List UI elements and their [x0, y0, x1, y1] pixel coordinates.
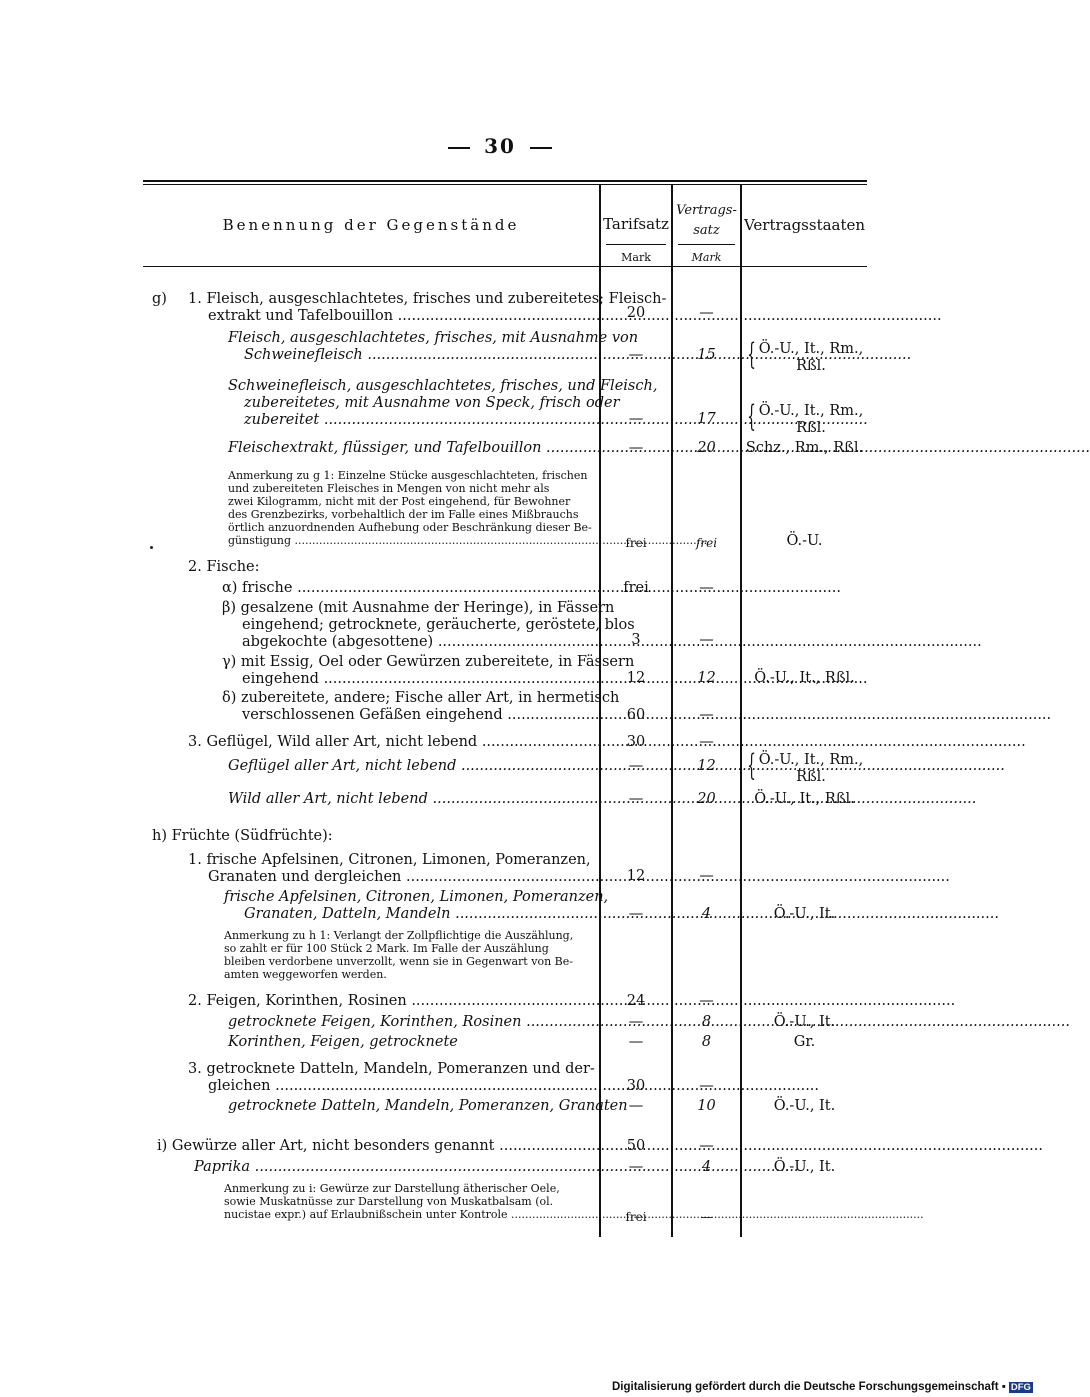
brace-icon: { [747, 399, 756, 434]
vertrag-value: — [699, 305, 714, 321]
col-header-staaten: Vertragsstaaten [743, 216, 866, 234]
tarif-value: 24 [626, 993, 646, 1009]
tarif-value: — [628, 1014, 644, 1030]
states-value: Ö.-U., It. [773, 1014, 836, 1030]
vertrag-value: 20 [697, 440, 716, 456]
tarif-value: frei [625, 536, 647, 550]
tarif-value: — [628, 906, 644, 922]
states-value: Ö.-U., It. [773, 906, 836, 922]
entry-text: Fleisch, ausgeschlachtetes, frisches, mit Ausnahme von Schweinefleisch ..... [228, 330, 588, 364]
entry-text: Schweinefleisch, ausgeschlachtetes, frisches, und Fleisch, zubereitetes, mit Ausnahme von Speck, frisch oder zubereitet ..... [228, 378, 588, 429]
vertrag-value: — [699, 734, 714, 750]
vertrag-value: 15 [697, 347, 716, 363]
tarif-value: frei [623, 580, 649, 596]
col-header-tarif: Tarifsatz [603, 215, 669, 233]
brace-icon: { [747, 337, 756, 372]
vertrag-value: 20 [697, 791, 716, 807]
tarif-value: 30 [626, 734, 646, 750]
tarif-value: — [628, 758, 644, 774]
footer-credit: Digitalisierung gefördert durch die Deutsche Forschungsgemeinschaft ▪ DFG [612, 1381, 1031, 1393]
entry-text: 1. Fleisch, ausgeschlachtetes, frisches und zubereitetes; Fleisch- extrakt und Tafelbouillon ..... [188, 291, 588, 325]
entry-text: δ) zubereitete, andere; Fische aller Art, in hermetisch verschlossenen Gefäßen eingehend ..... [222, 690, 588, 724]
vertrag-value: 8 [701, 1034, 712, 1050]
tarif-value: — [628, 1098, 644, 1114]
col-header-name: Benennung der Gegenstände [222, 216, 520, 234]
vertrag-value: — [699, 868, 714, 884]
table-header-rule [143, 266, 867, 267]
tarif-value: 20 [626, 305, 646, 321]
entry-text: 3. Geflügel, Wild aller Art, nicht lebend ..... [188, 734, 588, 751]
entry-text: Paprika ..... [194, 1159, 588, 1176]
note-text: Anmerkung zu g 1: Einzelne Stücke ausgeschlachteten, frischen und zubereiteten Fleisches in Mengen von nicht mehr als zwei Kilogramm, nicht mit der Post eingehend, für Bewohner des Grenzbezirks, vorbehaltlich der im Falle eines Mißbrauchs örtlich anzuordnenden Aufhebung oder Beschränkung dieser Be- günstigung ..... [228, 469, 588, 547]
states-value: Ö.-U., It., Rßl. [754, 791, 855, 807]
vertrag-value: — [699, 1138, 714, 1154]
vertrag-value: — [700, 1210, 713, 1224]
tarif-value: — [628, 791, 644, 807]
states-value: Ö.-U., It., Rßl. [754, 670, 855, 686]
states-value: Ö.-U., It. [773, 1159, 836, 1175]
header-subrule [678, 244, 735, 245]
vertrag-value: — [699, 580, 714, 596]
tarif-value: — [628, 411, 644, 427]
entry-text: α) frische ..... [222, 580, 588, 597]
states-value: Ö.-U., It., Rm., Rßl. [758, 403, 864, 436]
page-number: 30 [0, 134, 1000, 158]
tarif-value: 12 [626, 868, 646, 884]
vertrag-value: 8 [701, 1014, 712, 1030]
tarif-value: 3 [631, 632, 641, 648]
entry-text: 2. Feigen, Korinthen, Rosinen ..... [188, 993, 588, 1010]
col-header-vertrag-1: Vertrags- [676, 203, 737, 218]
tarif-value: — [628, 440, 644, 456]
tarif-value: — [628, 1034, 644, 1050]
tarif-value: 30 [626, 1078, 646, 1094]
dfg-logo-icon: DFG [1010, 1382, 1031, 1393]
entry-text: γ) mit Essig, Oel oder Gewürzen zubereitete, in Fässern eingehend ..... [222, 654, 588, 688]
vertrag-value: — [699, 993, 714, 1009]
vertrag-value: — [699, 632, 714, 648]
note-text: Anmerkung zu i: Gewürze zur Darstellung ätherischer Oele, sowie Muskatnüsse zur Darstellung von Muskatbalsam (ol. nucistae expr.) auf Erlaubnißschein unter Kontrole ..... [224, 1182, 588, 1221]
states-value: Ö.-U., It., Rm., Rßl. [758, 752, 864, 785]
entry-text: getrocknete Feigen, Korinthen, Rosinen ..... [228, 1014, 588, 1031]
col-header-vertrag-2: satz [693, 223, 720, 238]
entry-text: Geflügel aller Art, nicht lebend ..... [228, 758, 588, 775]
tarif-value: 50 [626, 1138, 646, 1154]
vertrag-value: — [699, 1078, 714, 1094]
entry-text: Wild aller Art, nicht lebend ..... [228, 791, 588, 808]
section-heading: h) Früchte (Südfrüchte): [152, 828, 333, 844]
entry-text: β) gesalzene (mit Ausnahme der Heringe), in Fässern eingehend; getrocknete, geräucherte, geröstete, blos abgekochte (abgesottene) ..... [222, 600, 588, 651]
col-header-tarif-unit: Mark [621, 251, 651, 264]
vertrag-value: 4 [701, 1159, 712, 1175]
vertrag-value: 10 [697, 1098, 716, 1114]
entry-text: Fleischextrakt, flüssiger, und Tafelbouillon ..... [228, 440, 588, 457]
states-value: Ö.-U. [786, 533, 823, 549]
note-text: Anmerkung zu h 1: Verlangt der Zollpflichtige die Auszählung, so zahlt er für 100 Stück 2 Mark. Im Falle der Auszählung bleiben verdorbene unverzollt, wenn sie in Gegenwart von Be- amten weggeworfen werden. [224, 929, 574, 981]
vertrag-value: 4 [701, 906, 712, 922]
states-value: Gr. [793, 1034, 816, 1050]
section-label: g) [152, 291, 167, 307]
entry-text: 3. getrocknete Datteln, Mandeln, Pomeranzen und der- gleichen ..... [188, 1061, 588, 1095]
vertrag-value: — [699, 707, 714, 723]
tarif-value: — [628, 347, 644, 363]
col-header-vertrag-unit: Mark [691, 251, 722, 264]
ink-speck [150, 546, 153, 549]
vertrag-value: 12 [697, 670, 716, 686]
entry-text: Korinthen, Feigen, getrocknete [228, 1034, 458, 1050]
tarif-value: 60 [626, 707, 646, 723]
states-value: Schz., Rm., Rßl. [745, 440, 864, 456]
vertrag-value: frei [695, 536, 718, 550]
entry-text: 1. frische Apfelsinen, Citronen, Limonen, Pomeranzen, Granaten und dergleichen ..... [188, 852, 588, 886]
brace-icon: { [747, 748, 756, 783]
entry-text: getrocknete Datteln, Mandeln, Pomeranzen, Granaten [228, 1098, 628, 1114]
vertrag-value: 12 [697, 758, 716, 774]
entry-text: frische Apfelsinen, Citronen, Limonen, Pomeranzen, Granaten, Datteln, Mandeln ..... [224, 889, 588, 923]
table-top-rule-thin [143, 184, 867, 185]
tarif-value: — [628, 1159, 644, 1175]
header-subrule [606, 244, 666, 245]
table-top-rule [143, 180, 867, 182]
states-value: Ö.-U., It. [773, 1098, 836, 1114]
entry-text: i) Gewürze aller Art, nicht besonders genannt ..... [157, 1138, 588, 1155]
vertrag-value: 17 [697, 411, 716, 427]
tarif-value: 12 [626, 670, 646, 686]
entry-heading: 2. Fische: [188, 559, 260, 575]
tarif-value: frei [625, 1210, 647, 1224]
states-value: Ö.-U., It., Rm., Rßl. [758, 341, 864, 374]
